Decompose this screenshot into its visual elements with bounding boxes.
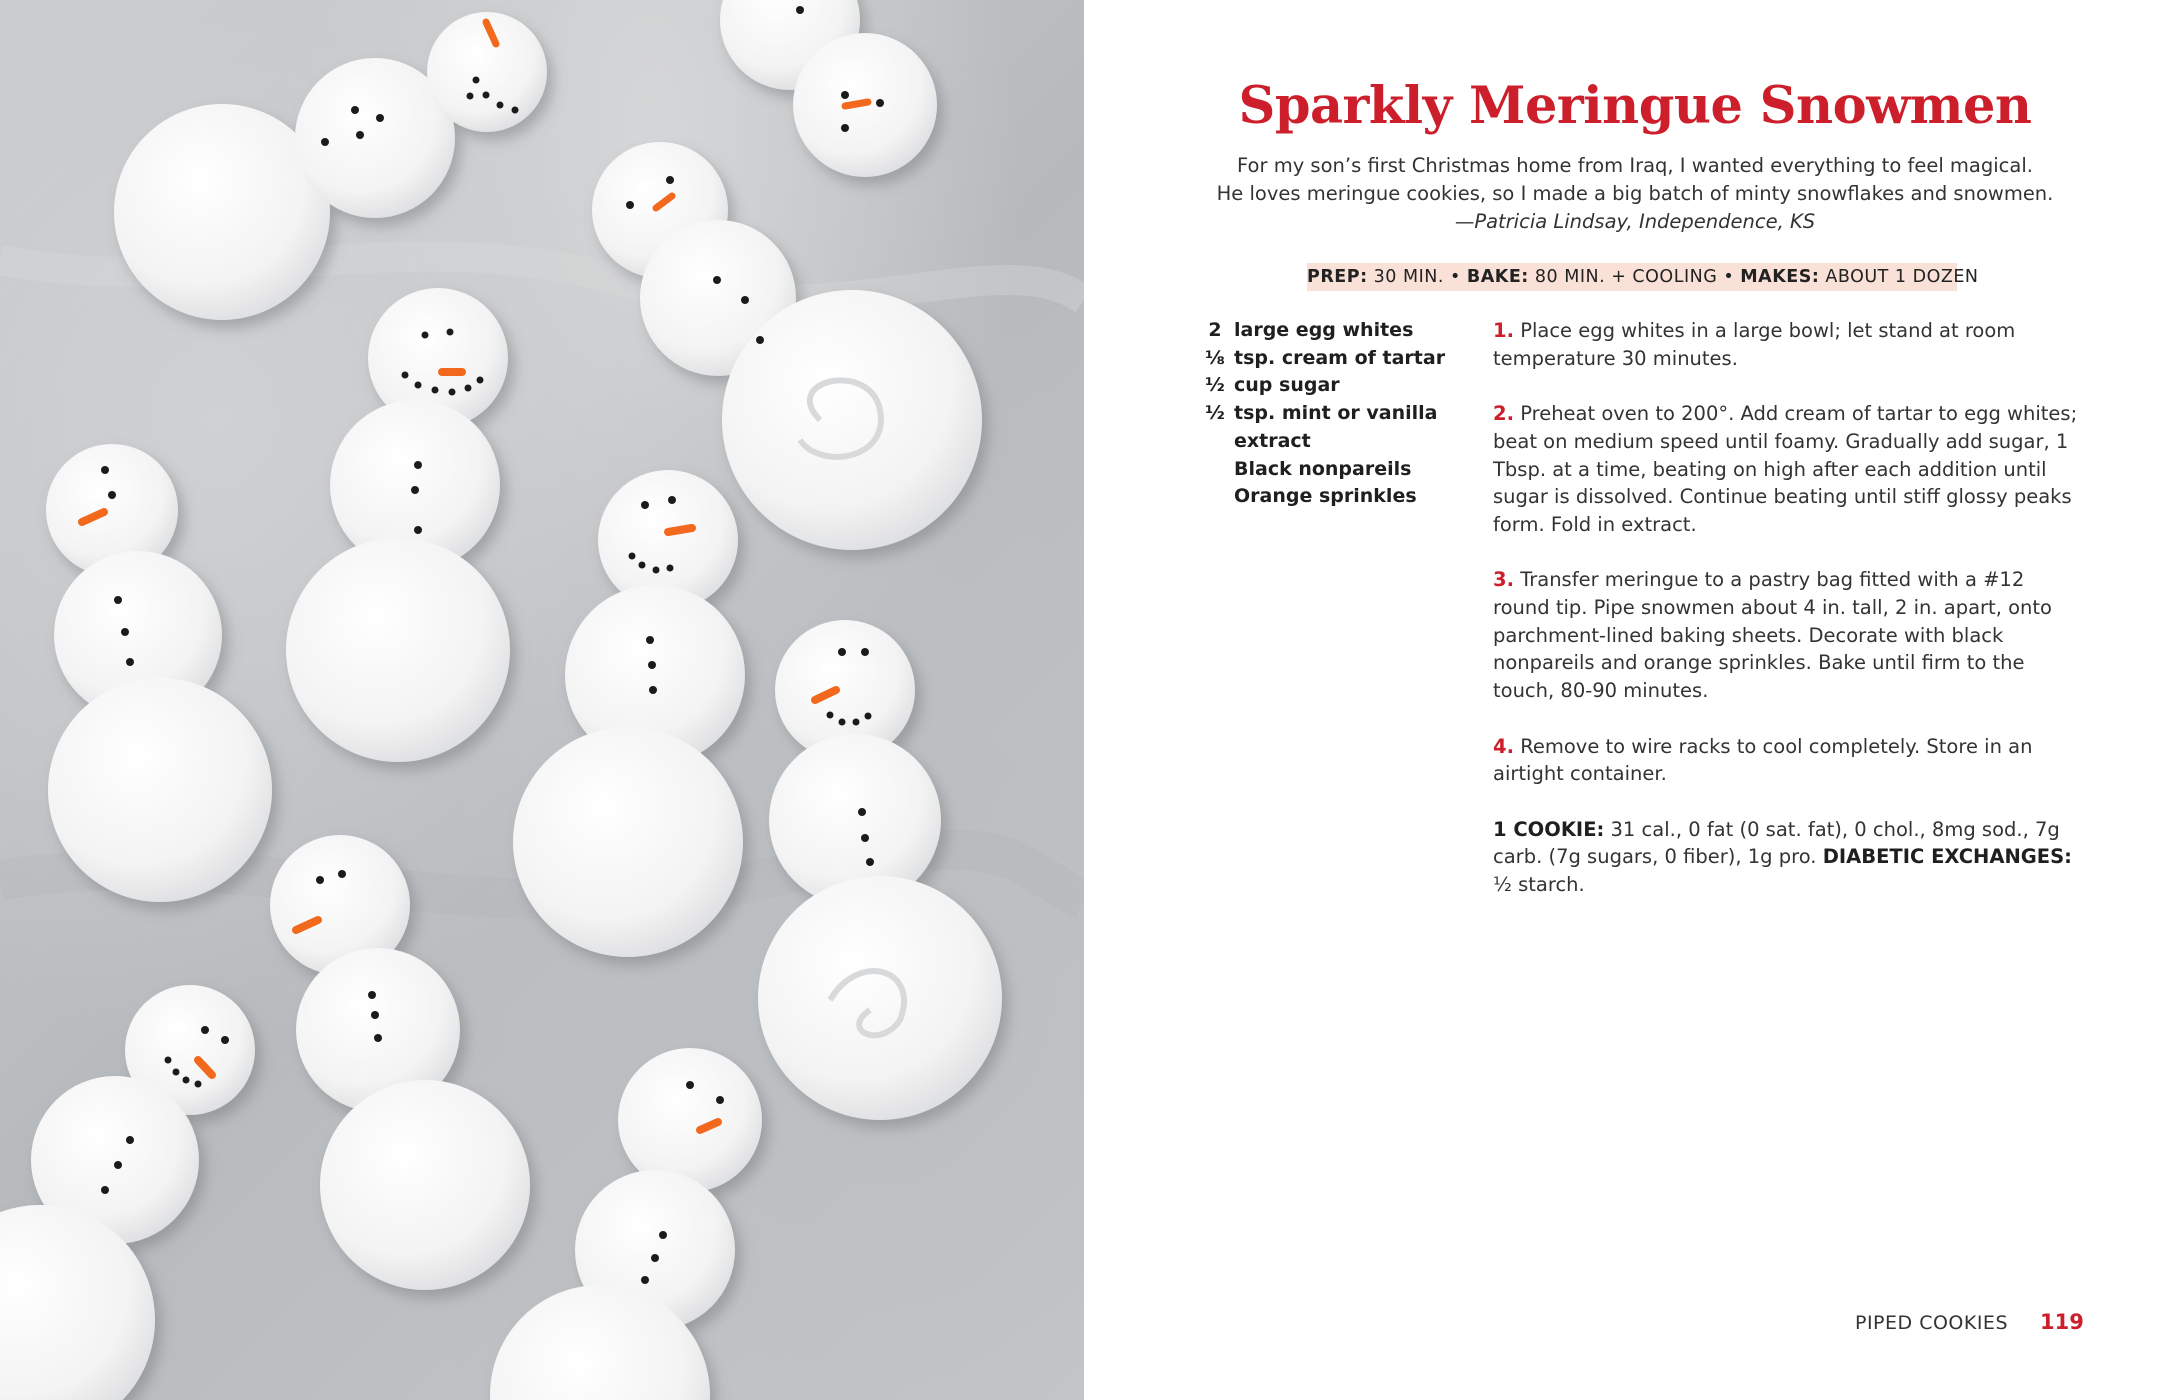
nutrition-serving-label: 1 COOKIE: xyxy=(1493,817,1605,841)
makes-value: ABOUT 1 DOZEN xyxy=(1825,267,1979,287)
ingredient-name: tsp. mint or vanilla extract xyxy=(1234,402,1438,452)
nutrition-facts xyxy=(1493,816,2083,899)
snowman-cookie xyxy=(0,985,255,1400)
ingredient-name: tsp. cream of tartar xyxy=(1234,346,1446,369)
ingredient-item xyxy=(1196,400,1446,455)
intro-line-1: For my son’s first Christmas home from Iraq, I wanted everything to feel magical. xyxy=(1237,154,2033,177)
prep-label: PREP: xyxy=(1307,267,1368,287)
bake-label: BAKE: xyxy=(1466,267,1529,287)
ingredient-item xyxy=(1196,345,1446,373)
direction-step xyxy=(1493,733,2083,788)
separator: • xyxy=(1450,267,1461,287)
separator: • xyxy=(1723,267,1735,287)
ingredient-quantity: 2 xyxy=(1208,319,1222,341)
step-text: Place egg whites in a large bowl; let stand at room temperature 30 minutes. xyxy=(1493,319,2016,370)
step-text: Transfer meringue to a pastry bag fitted with a #12 round tip. Pipe snowmen about 4 in. tall, 2 in. apart, onto parchment-lined baking sheets. Decorate with black nonpareils and orange sprinkles. Bake until firm to the touch, 80-90 minutes. xyxy=(1493,568,2052,703)
ingredient-item xyxy=(1196,483,1446,511)
snowman-cookie xyxy=(720,0,937,177)
ingredient-item xyxy=(1196,456,1446,484)
step-number: 4. xyxy=(1493,734,1514,758)
diabetic-exchanges-text: ½ starch. xyxy=(1493,873,1585,896)
direction-step xyxy=(1493,566,2083,705)
page-number: 119 xyxy=(2040,1310,2084,1334)
snowman-cookie xyxy=(513,470,745,957)
ingredient-quantity xyxy=(1196,483,1234,511)
ingredient-item xyxy=(1196,372,1446,400)
ingredient-item xyxy=(1196,317,1446,345)
ingredient-quantity: ½ xyxy=(1205,374,1225,397)
prep-value: 30 MIN. xyxy=(1373,267,1444,287)
recipe-intro xyxy=(1180,152,2090,236)
ingredient-quantity xyxy=(1196,456,1234,484)
time-summary-bar xyxy=(1307,263,1979,291)
step-number: 1. xyxy=(1493,319,1514,342)
direction-step xyxy=(1493,400,2083,539)
snowman-cookie xyxy=(758,620,1002,1120)
intro-line-2: He loves meringue cookies, so I made a big batch of minty snowflakes and snowmen. xyxy=(1216,182,2054,205)
step-number: 2. xyxy=(1493,402,1514,426)
ingredient-quantity: ½ xyxy=(1205,402,1225,425)
step-text: Remove to wire racks to cool completely. Store in an airtight container. xyxy=(1493,734,2033,786)
snowman-cookie xyxy=(286,288,510,762)
ingredient-name: Orange sprinkles xyxy=(1234,485,1417,508)
makes-label: MAKES: xyxy=(1740,267,1820,287)
recipe-byline: —Patricia Lindsay, Independence, KS xyxy=(1454,210,1816,233)
nutrition-serving-text: 31 cal., 0 fat (0 sat. fat), 0 chol., 8mg sod., 7g carb. (7g sugars, 0 fiber), 1g pro. xyxy=(1493,817,2060,869)
step-number: 3. xyxy=(1493,568,1514,592)
ingredient-name: large egg whites xyxy=(1234,319,1414,341)
footer-section-title: PIPED COOKIES xyxy=(1855,1312,2008,1334)
ingredient-list xyxy=(1196,317,1446,511)
bake-value: 80 MIN. + COOLING xyxy=(1534,267,1718,287)
recipe-title: Sparkly Meringue Snowmen xyxy=(1238,76,2032,136)
direction-step xyxy=(1493,317,2083,372)
ingredient-quantity: ⅛ xyxy=(1205,346,1225,369)
snowman-cookie xyxy=(46,444,272,902)
step-text: Preheat oven to 200°. Add cream of tartar to egg whites; beat on medium speed until foamy. Gradually add sugar, 1 Tbsp. at a time, beating on high after each addition until sugar is dissolved. Continue beating until stiff glossy peaks form. Fold in extract. xyxy=(1493,402,2078,536)
ingredient-name: Black nonpareils xyxy=(1234,457,1412,480)
ingredient-name: cup sugar xyxy=(1234,374,1340,397)
diabetic-exchanges-label: DIABETIC EXCHANGES: xyxy=(1822,845,2072,869)
directions-list xyxy=(1493,317,2083,899)
